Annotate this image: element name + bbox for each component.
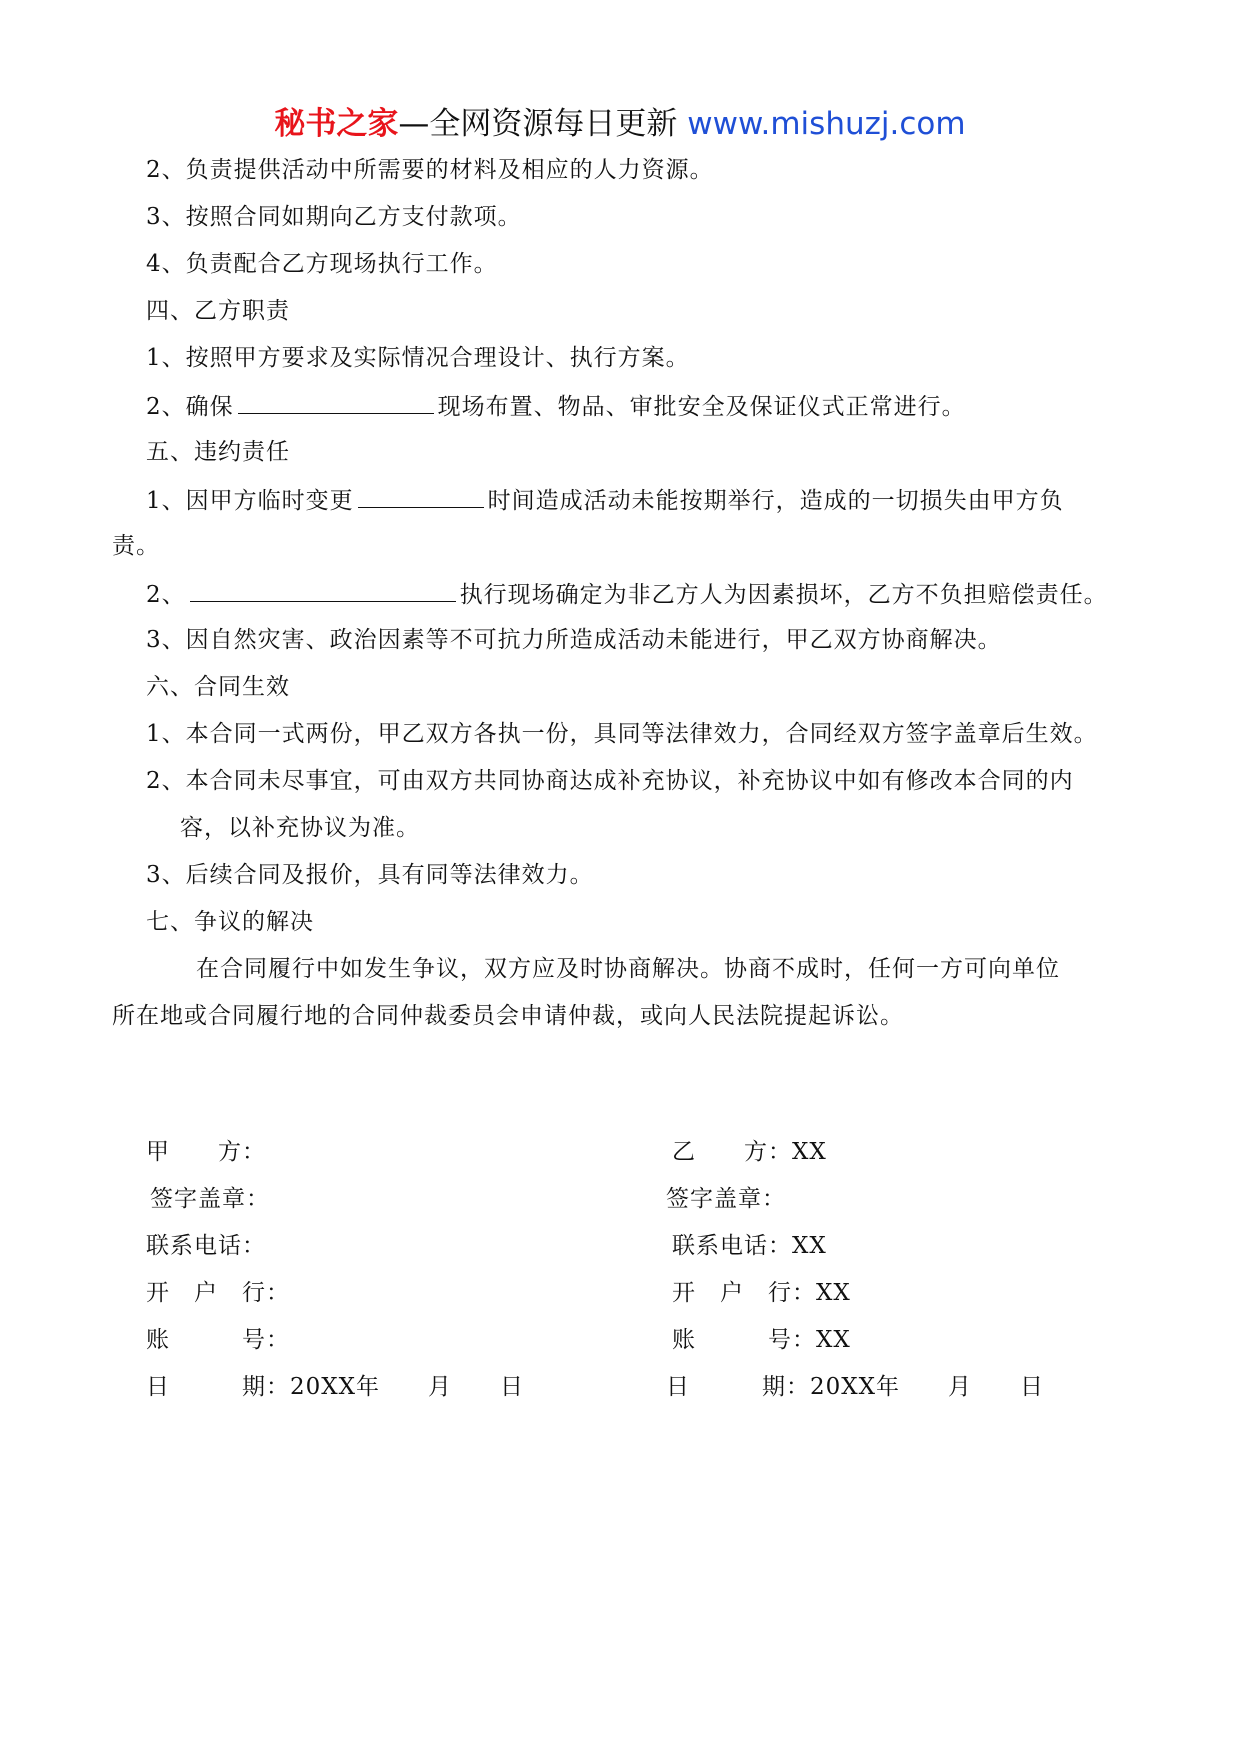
site-header	[0, 102, 1240, 146]
fill-in-blank	[190, 577, 456, 602]
clause-line	[146, 483, 1064, 517]
site-url[interactable]: www.mishuzj.com	[687, 106, 966, 142]
party-b-account: 账 号：XX	[672, 1327, 851, 1353]
section-heading: 五、违约责任	[146, 439, 290, 465]
party-b-bank: 开 户 行：XX	[672, 1280, 851, 1306]
fill-in-blank	[238, 389, 434, 414]
clause-line: 1、按照甲方要求及实际情况合理设计、执行方案。	[146, 345, 690, 371]
clause-line: 4、负责配合乙方现场执行工作。	[146, 251, 498, 277]
clause-line: 所在地或合同履行地的合同仲裁委员会申请仲裁，或向人民法院提起诉讼。	[112, 1003, 904, 1029]
clause-line	[146, 577, 1108, 611]
clause-text: 现场布置、物品、审批安全及保证仪式正常进行。	[437, 394, 966, 420]
section-heading: 六、合同生效	[146, 674, 290, 700]
party-a-name: 甲 方：	[146, 1139, 266, 1165]
party-a-phone: 联系电话：	[146, 1233, 266, 1259]
clause-text: 2、	[146, 582, 186, 608]
party-a-account: 账 号：	[146, 1327, 290, 1353]
party-b-seal: 签字盖章：	[666, 1186, 786, 1212]
party-b-name: 乙 方：XX	[672, 1139, 827, 1165]
party-b-date: 日 期：20XX年 月 日	[666, 1374, 1045, 1400]
clause-text: 2、确保	[146, 394, 234, 420]
clause-line	[146, 389, 966, 423]
clause-text: 执行现场确定为非乙方人为因素损坏，乙方不负担赔偿责任。	[459, 582, 1108, 608]
party-b-phone: 联系电话：XX	[672, 1233, 827, 1259]
clause-line: 3、按照合同如期向乙方支付款项。	[146, 204, 522, 230]
party-a-date: 日 期：20XX年 月 日	[146, 1374, 525, 1400]
section-heading: 七、争议的解决	[146, 909, 314, 935]
site-brand: 秘书之家	[274, 106, 399, 142]
clause-line: 2、本合同未尽事宜，可由双方共同协商达成补充协议，补充协议中如有修改本合同的内	[146, 768, 1074, 794]
clause-line: 在合同履行中如发生争议，双方应及时协商解决。协商不成时，任何一方可向单位	[196, 956, 1060, 982]
party-a-bank: 开 户 行：	[146, 1280, 290, 1306]
section-heading: 四、乙方职责	[146, 298, 290, 324]
clause-text: 1、因甲方临时变更	[146, 488, 354, 514]
party-a-seal: 签字盖章：	[150, 1186, 270, 1212]
clause-line: 2、负责提供活动中所需要的材料及相应的人力资源。	[146, 157, 714, 183]
clause-line: 3、后续合同及报价，具有同等法律效力。	[146, 862, 594, 888]
clause-line: 容，以补充协议为准。	[180, 815, 420, 841]
clause-line: 1、本合同一式两份，甲乙双方各执一份，具同等法律效力，合同经双方签字盖章后生效。	[146, 721, 1098, 747]
site-slogan: —全网资源每日更新	[398, 106, 678, 142]
clause-line: 责。	[112, 533, 160, 559]
clause-text: 时间造成活动未能按期举行，造成的一切损失由甲方负	[487, 488, 1064, 514]
clause-line: 3、因自然灾害、政治因素等不可抗力所造成活动未能进行，甲乙双方协商解决。	[146, 627, 1002, 653]
fill-in-blank	[358, 483, 484, 508]
